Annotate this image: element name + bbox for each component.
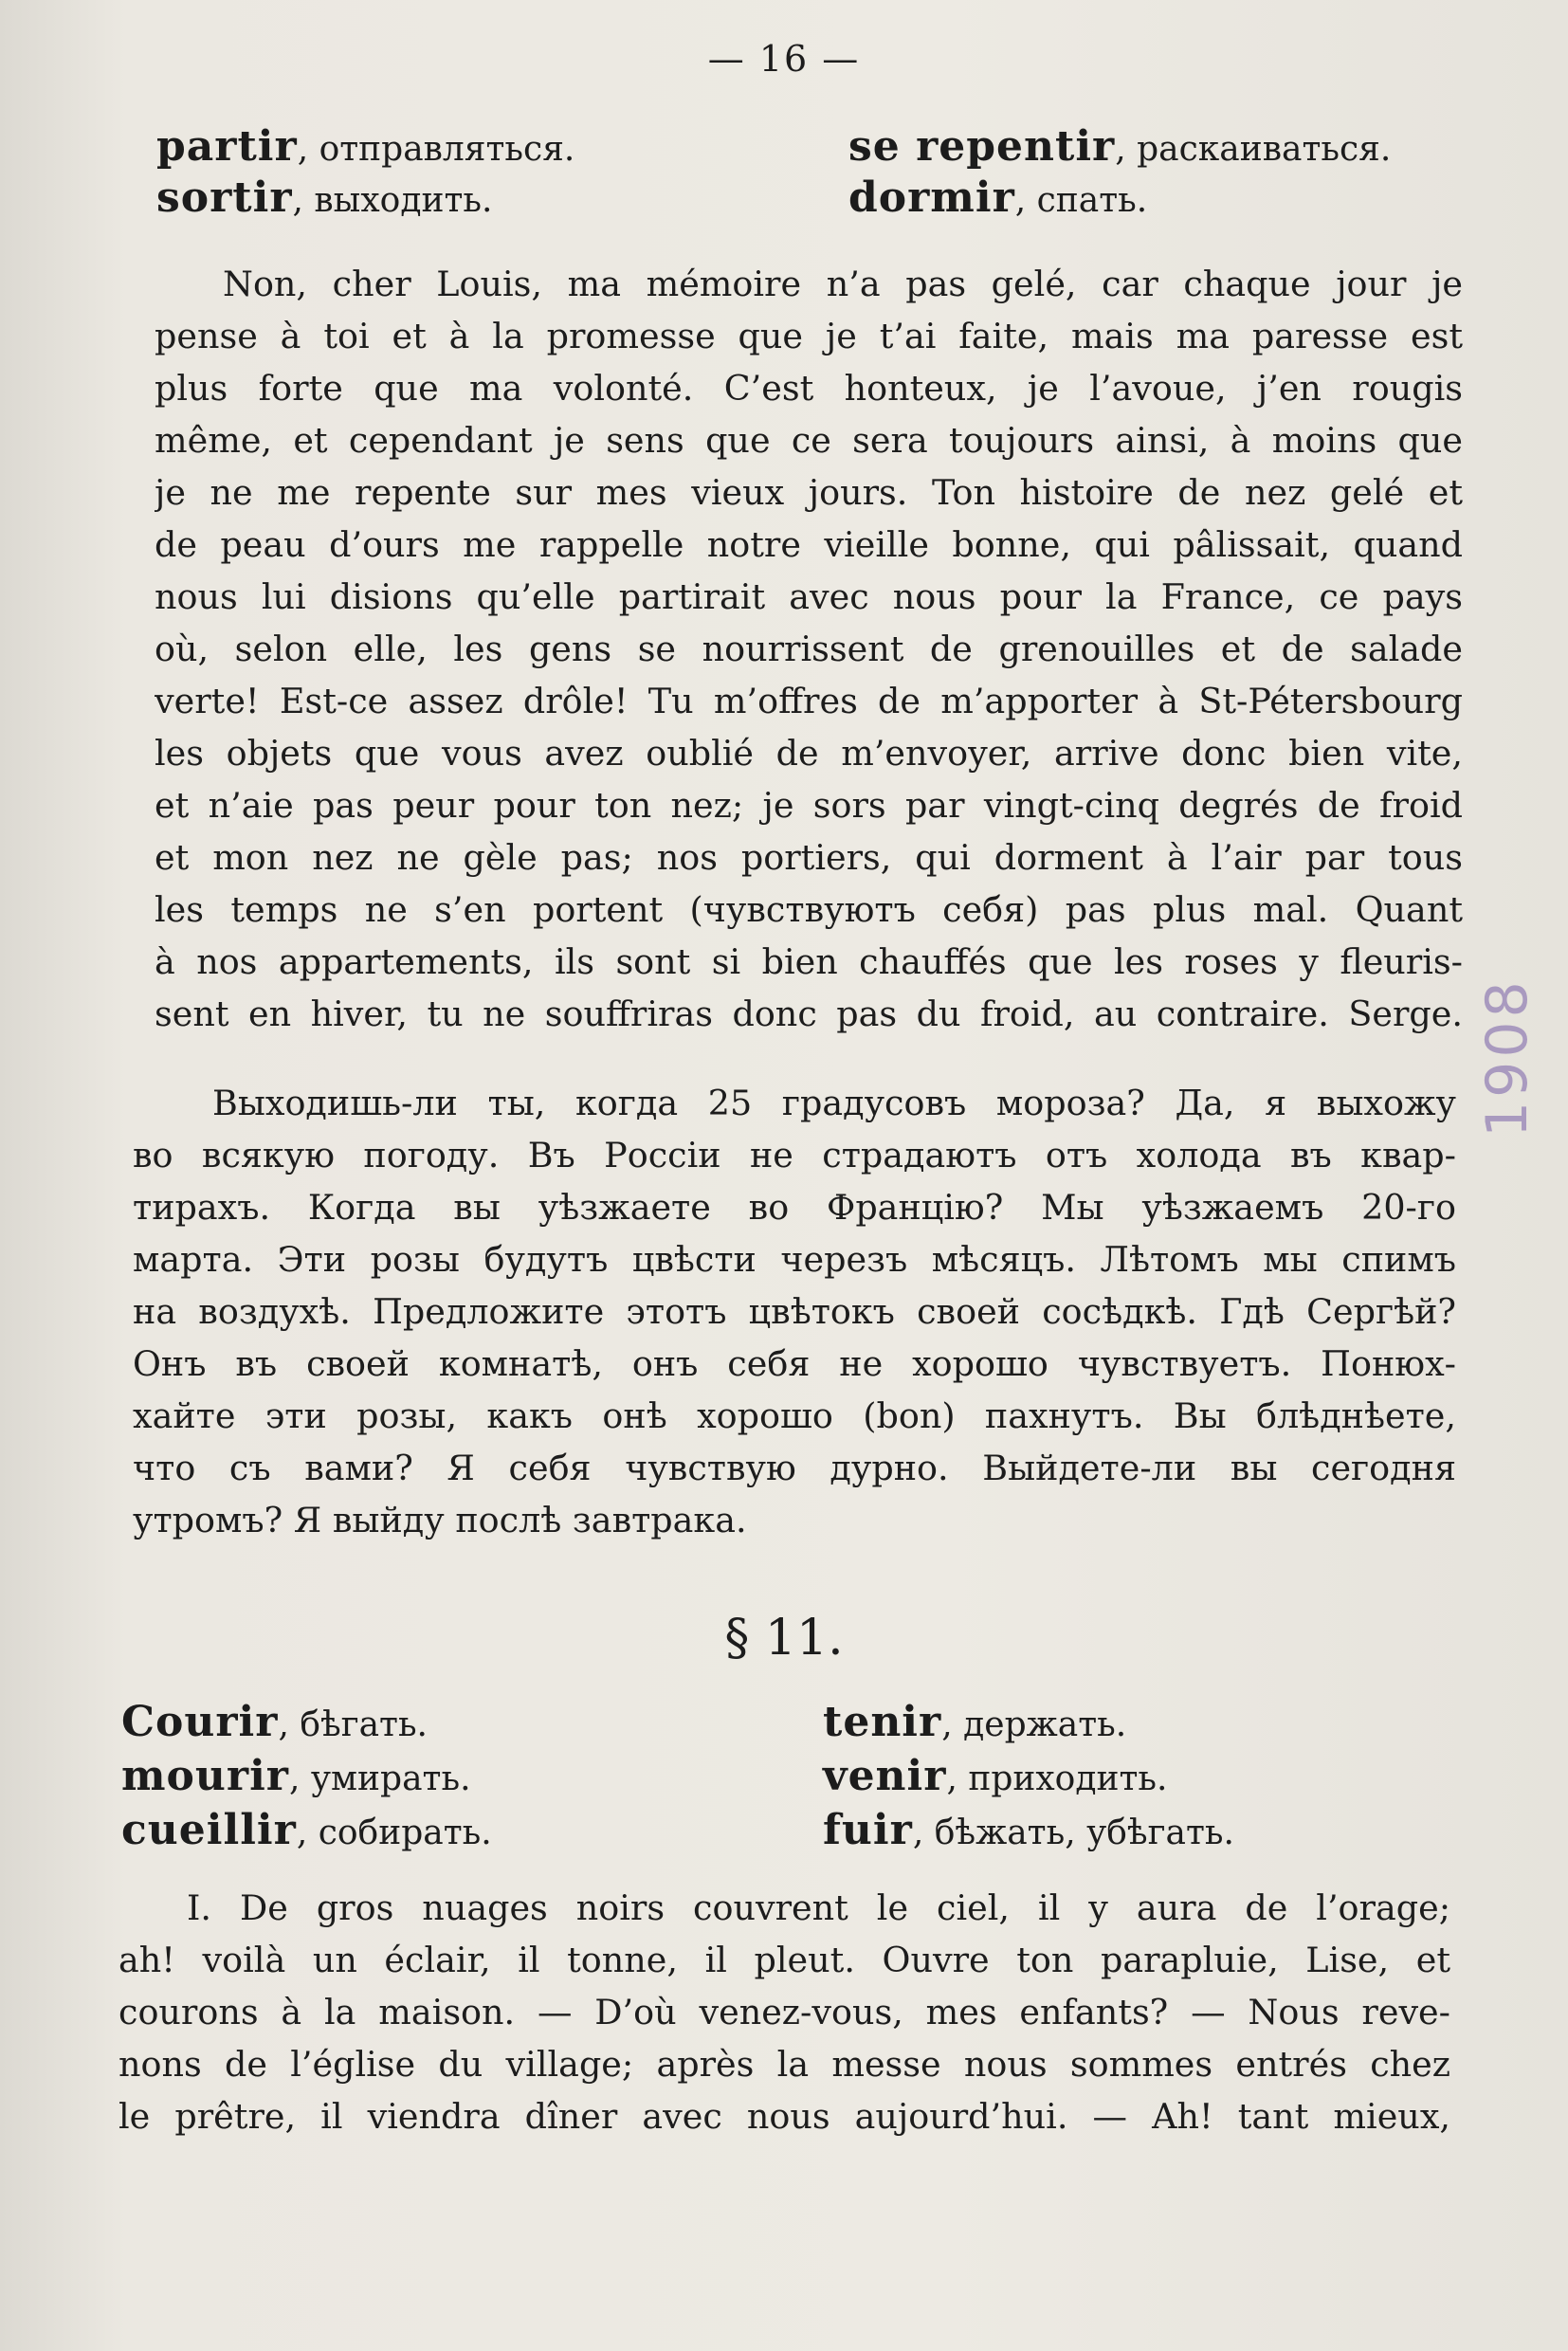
text-line: et mon nez ne gèle pas; nos portiers, qui dorment à l’air par tous xyxy=(155,837,1463,878)
text-line: что съ вами? Я себя чувствую дурно. Выйдете-ли вы сегодня xyxy=(133,1448,1456,1488)
text-line: Non, cher Louis, ma mémoire n’a pas gelé, car chaque jour je xyxy=(223,264,1463,304)
vocab-entry xyxy=(848,173,1391,224)
text-line: où, selon elle, les gens se nourrissent de grenouilles et de salade xyxy=(155,629,1463,669)
vocabulary-list-top xyxy=(0,121,1568,235)
vocab-word: se repentir xyxy=(848,122,1116,171)
text-line: I. De gros nuages noirs couvrent le ciel, il y aura de l’orage; xyxy=(187,1887,1450,1928)
vocab-entry xyxy=(121,1803,492,1857)
text-line: je ne me repente sur mes vieux jours. Ton histoire de nez gelé et xyxy=(155,472,1463,513)
vocab-entry xyxy=(156,173,574,224)
vocab-meaning: , спать. xyxy=(1014,181,1148,220)
vocab-meaning: , держать. xyxy=(941,1705,1127,1744)
vocab-word: sortir xyxy=(156,173,293,222)
vocab-meaning: , выходить. xyxy=(292,181,493,220)
text-line: même, et cependant je sens que ce sera toujours ainsi, à moins que xyxy=(155,420,1463,461)
vocab-entry xyxy=(156,121,574,173)
vocab-word: Courir xyxy=(121,1698,279,1746)
section-heading: § 11. xyxy=(724,1610,844,1667)
vocab-meaning: , умирать. xyxy=(288,1759,471,1798)
vocab-entry xyxy=(823,1803,1234,1857)
vocab-meaning: , бѣжать, убѣгать. xyxy=(912,1813,1234,1852)
vocab-entry xyxy=(823,1695,1234,1749)
text-line: марта. Эти розы будутъ цвѣсти черезъ мѣсяцъ. Лѣтомъ мы спимъ xyxy=(133,1239,1456,1280)
text-line: à nos appartements, ils sont si bien chauffés que les roses y fleuris- xyxy=(155,941,1463,982)
vocab-word: tenir xyxy=(823,1698,942,1746)
text-line: de peau d’ours me rappelle notre vieille bonne, qui pâlissait, quand xyxy=(155,524,1463,565)
text-line: хайте эти розы, какъ онѣ хорошо (bon) пахнутъ. Вы блѣднѣете, xyxy=(133,1395,1456,1436)
vocab-left-column xyxy=(121,1695,492,1857)
text-line: на воздухѣ. Предложите этотъ цвѣтокъ своей сосѣдкѣ. Гдѣ Сергѣй? xyxy=(133,1291,1456,1332)
text-line: courons à la maison. — D’où venez-vous, mes enfants? — Nous reve- xyxy=(119,1992,1450,2032)
vocab-meaning: , бѣгать. xyxy=(278,1705,428,1744)
vocab-word: cueillir xyxy=(121,1806,297,1854)
page-number: — 16 — xyxy=(707,38,861,80)
text-line: nons de l’église du village; après la messe nous sommes entrés chez xyxy=(119,2044,1450,2085)
vocab-meaning: , приходить. xyxy=(946,1759,1168,1798)
vocab-word: mourir xyxy=(121,1752,289,1800)
text-line: Онъ въ своей комнатѣ, онъ себя не хорошо чувствуетъ. Понюх- xyxy=(133,1343,1456,1384)
vocab-word: fuir xyxy=(823,1806,913,1854)
vocab-entry xyxy=(121,1695,492,1749)
text-line: во всякую погоду. Въ Россіи не страдаютъ отъ холода въ квар- xyxy=(133,1135,1456,1176)
text-line: ah! voilà un éclair, il tonne, il pleut. Ouvre ton parapluie, Lise, et xyxy=(119,1940,1450,1980)
text-line: Выходишь-ли ты, когда 25 градусовъ мороза? Да, я выхожу xyxy=(212,1083,1456,1123)
vocab-word: dormir xyxy=(848,173,1015,222)
vocab-meaning: , раскаиваться. xyxy=(1115,130,1392,169)
french-text-paragraph xyxy=(119,1882,1450,2142)
vocabulary-list-section xyxy=(0,1695,1568,1856)
vocab-meaning: , собирать. xyxy=(296,1813,492,1852)
vocab-word: venir xyxy=(823,1752,947,1800)
text-line: les objets que vous avez oublié de m’envoyer, arrive donc bien vite, xyxy=(155,733,1463,774)
text-line: les temps ne s’en portent (чувствуютъ себя) pas plus mal. Quant xyxy=(155,889,1463,930)
vocab-left-column xyxy=(156,121,574,224)
text-line: утромъ? Я выйду послѣ завтрака. xyxy=(133,1500,747,1540)
text-line: verte! Est-ce assez drôle! Tu m’offres de m’apporter à St-Pétersbourg xyxy=(155,681,1463,721)
text-line: тирахъ. Когда вы уѣзжаете во Францію? Мы уѣзжаемъ 20-го xyxy=(133,1187,1456,1228)
vocab-right-column xyxy=(823,1695,1234,1857)
french-letter-paragraph xyxy=(155,258,1463,1040)
vocab-entry xyxy=(823,1749,1234,1803)
vocab-entry xyxy=(848,121,1391,173)
text-line: nous lui disions qu’elle partirait avec nous pour la France, ce pays xyxy=(155,576,1463,617)
text-line: plus forte que ma volonté. C’est honteux, je l’avoue, j’en rougis xyxy=(155,368,1463,409)
vocab-entry xyxy=(121,1749,492,1803)
vocab-word: partir xyxy=(156,122,298,171)
text-line: le prêtre, il viendra dîner avec nous aujourd’hui. — Ah! tant mieux, xyxy=(119,2096,1450,2137)
vocab-right-column xyxy=(848,121,1391,224)
text-line: sent en hiver, tu ne souffriras donc pas du froid, au contraire. Serge. xyxy=(155,993,1463,1034)
text-line: pense à toi et à la promesse que je t’ai faite, mais ma paresse est xyxy=(155,316,1463,356)
russian-exercise-paragraph xyxy=(133,1077,1456,1546)
text-line: et n’aie pas peur pour ton nez; je sors par vingt-cinq degrés de froid xyxy=(155,785,1463,826)
vocab-meaning: , отправляться. xyxy=(297,130,575,169)
library-stamp: 1908 xyxy=(1474,977,1541,1138)
